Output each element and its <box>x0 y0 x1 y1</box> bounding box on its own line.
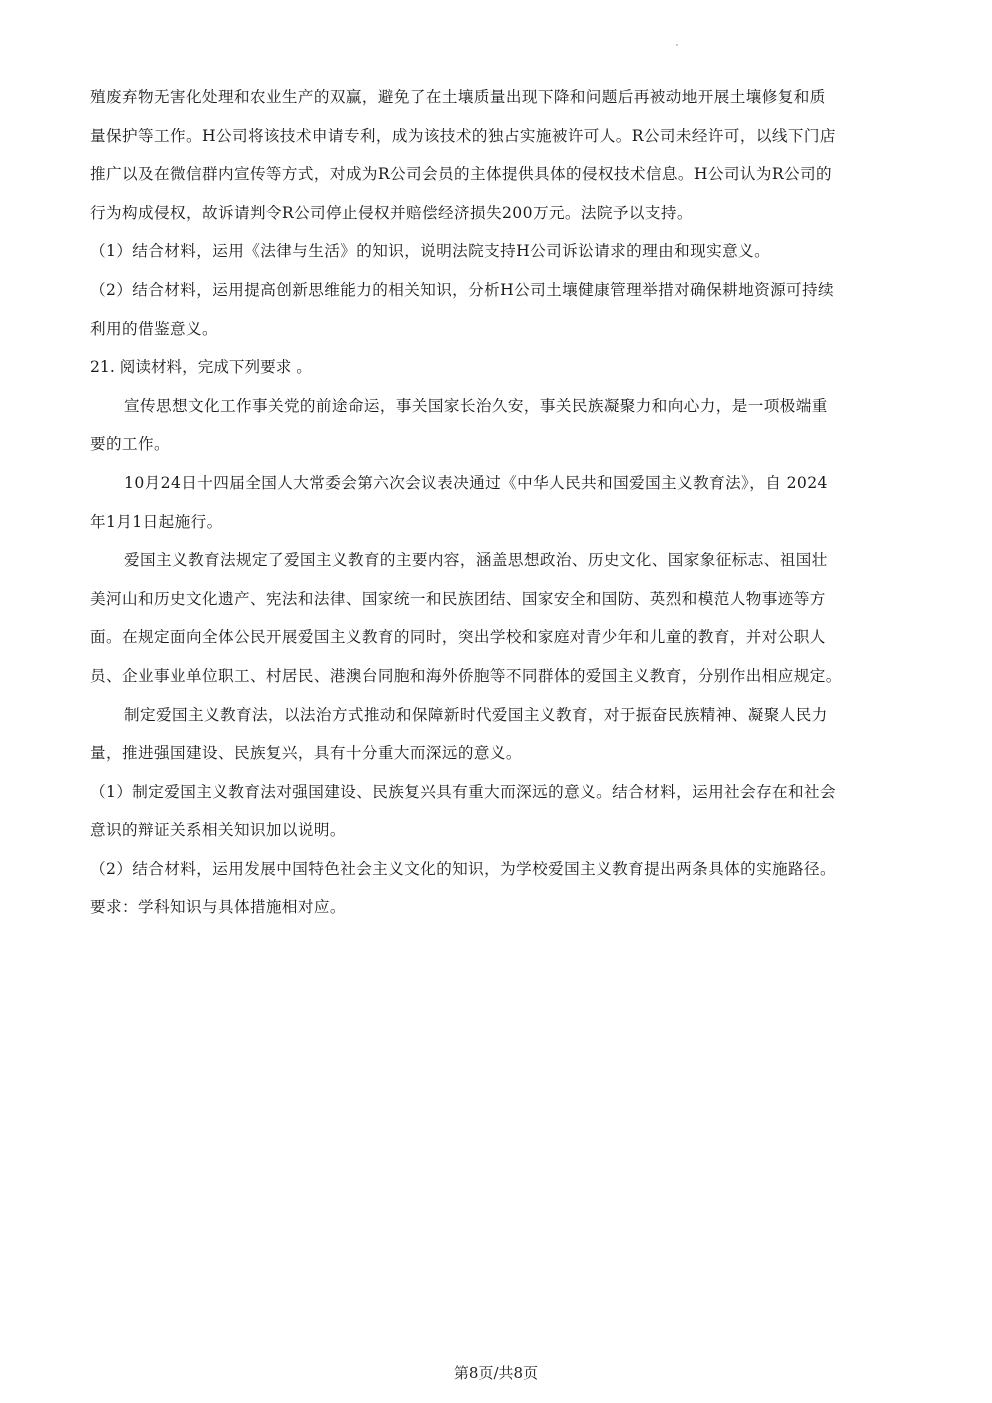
question-20-sub-1 <box>90 232 905 271</box>
material-line: 宣传思想文化工作事关党的前途命运，事关国家长治久安，事关民族凝聚力和向心力，是一项极端重 <box>124 396 828 415</box>
question-20-sub-2 <box>90 271 905 348</box>
material-line: 制定爱国主义教育法，以法治方式推动和保障新时代爱国主义教育，对于振奋民族精神、凝聚人民力 <box>124 705 828 724</box>
question-line: （1）制定爱国主义教育法对强国建设、民族复兴具有重大而深远的意义。结合材料，运用社会存在和社会 <box>90 782 837 801</box>
material-line: 员、企业事业单位职工、村居民、港澳台同胞和海外侨胞等不同群体的爱国主义教育，分别作出相应规定。 <box>90 666 842 685</box>
material-line: 年1月1日起施行。 <box>90 512 223 531</box>
material-line: 量保护等工作。H公司将该技术申请专利，成为该技术的独占实施被许可人。R公司未经许可，以线下门店 <box>90 126 836 145</box>
material-line: 行为构成侵权，故诉请判令R公司停止侵权并赔偿经济损失200万元。法院予以支持。 <box>90 203 693 222</box>
question-21-sub-1 <box>90 773 905 850</box>
material-line: 殖废弃物无害化处理和农业生产的双赢，避免了在土壤质量出现下降和问题后再被动地开展土壤修复和质 <box>90 88 826 106</box>
question-line: 要求：学科知识与具体措施相对应。 <box>90 898 346 917</box>
material-line: 美河山和历史文化遗产、宪法和法律、国家统一和民族团结、国家安全和国防、英烈和模范人物事迹等方 <box>90 589 826 608</box>
material-paragraph <box>90 464 905 541</box>
question-line: 利用的借鉴意义。 <box>90 319 218 338</box>
material-line: 10月24日十四届全国人大常委会第六次会议表决通过《中华人民共和国爱国主义教育法》，自 2024 <box>124 473 828 492</box>
question-line: （1）结合材料，运用《法律与生活》的知识，说明法院支持H公司诉讼请求的理由和现实意义。 <box>90 242 771 261</box>
material-paragraph <box>90 696 905 773</box>
question-21 <box>90 348 905 927</box>
question-21-sub-2 <box>90 850 905 927</box>
question-line: 意识的辩证关系相关知识加以说明。 <box>90 821 346 840</box>
material-line: 面。在规定面向全体公民开展爱国主义教育的同时，突出学校和家庭对青少年和儿童的教育，并对公职人 <box>90 628 826 647</box>
material-line: 爱国主义教育法规定了爱国主义教育的主要内容，涵盖思想政治、历史文化、国家象征标志、祖国壮 <box>124 551 828 570</box>
material-line: 量，推进强国建设、民族复兴，具有十分重大而深远的意义。 <box>90 744 522 763</box>
page-content <box>90 78 905 927</box>
page-number: 第8页/共8页 <box>453 1364 539 1382</box>
material-paragraph <box>90 541 905 695</box>
question-line: （2）结合材料，运用提高创新思维能力的相关知识，分析H公司土壤健康管理举措对确保耕地资源可持续 <box>90 280 835 299</box>
material-paragraph <box>90 387 905 464</box>
material-line: 推广以及在微信群内宣传等方式，对成为R公司会员的主体提供具体的侵权技术信息。H公司认为R公司的 <box>90 165 833 184</box>
question-line: （2）结合材料，运用发展中国特色社会主义文化的知识，为学校爱国主义教育提出两条具体的实施路径。 <box>90 859 837 878</box>
material-20-continued <box>90 78 905 232</box>
material-line: 要的工作。 <box>90 435 170 454</box>
scan-speck <box>676 44 678 46</box>
question-21-heading: 21. 阅读材料，完成下列要求 。 <box>90 358 312 377</box>
